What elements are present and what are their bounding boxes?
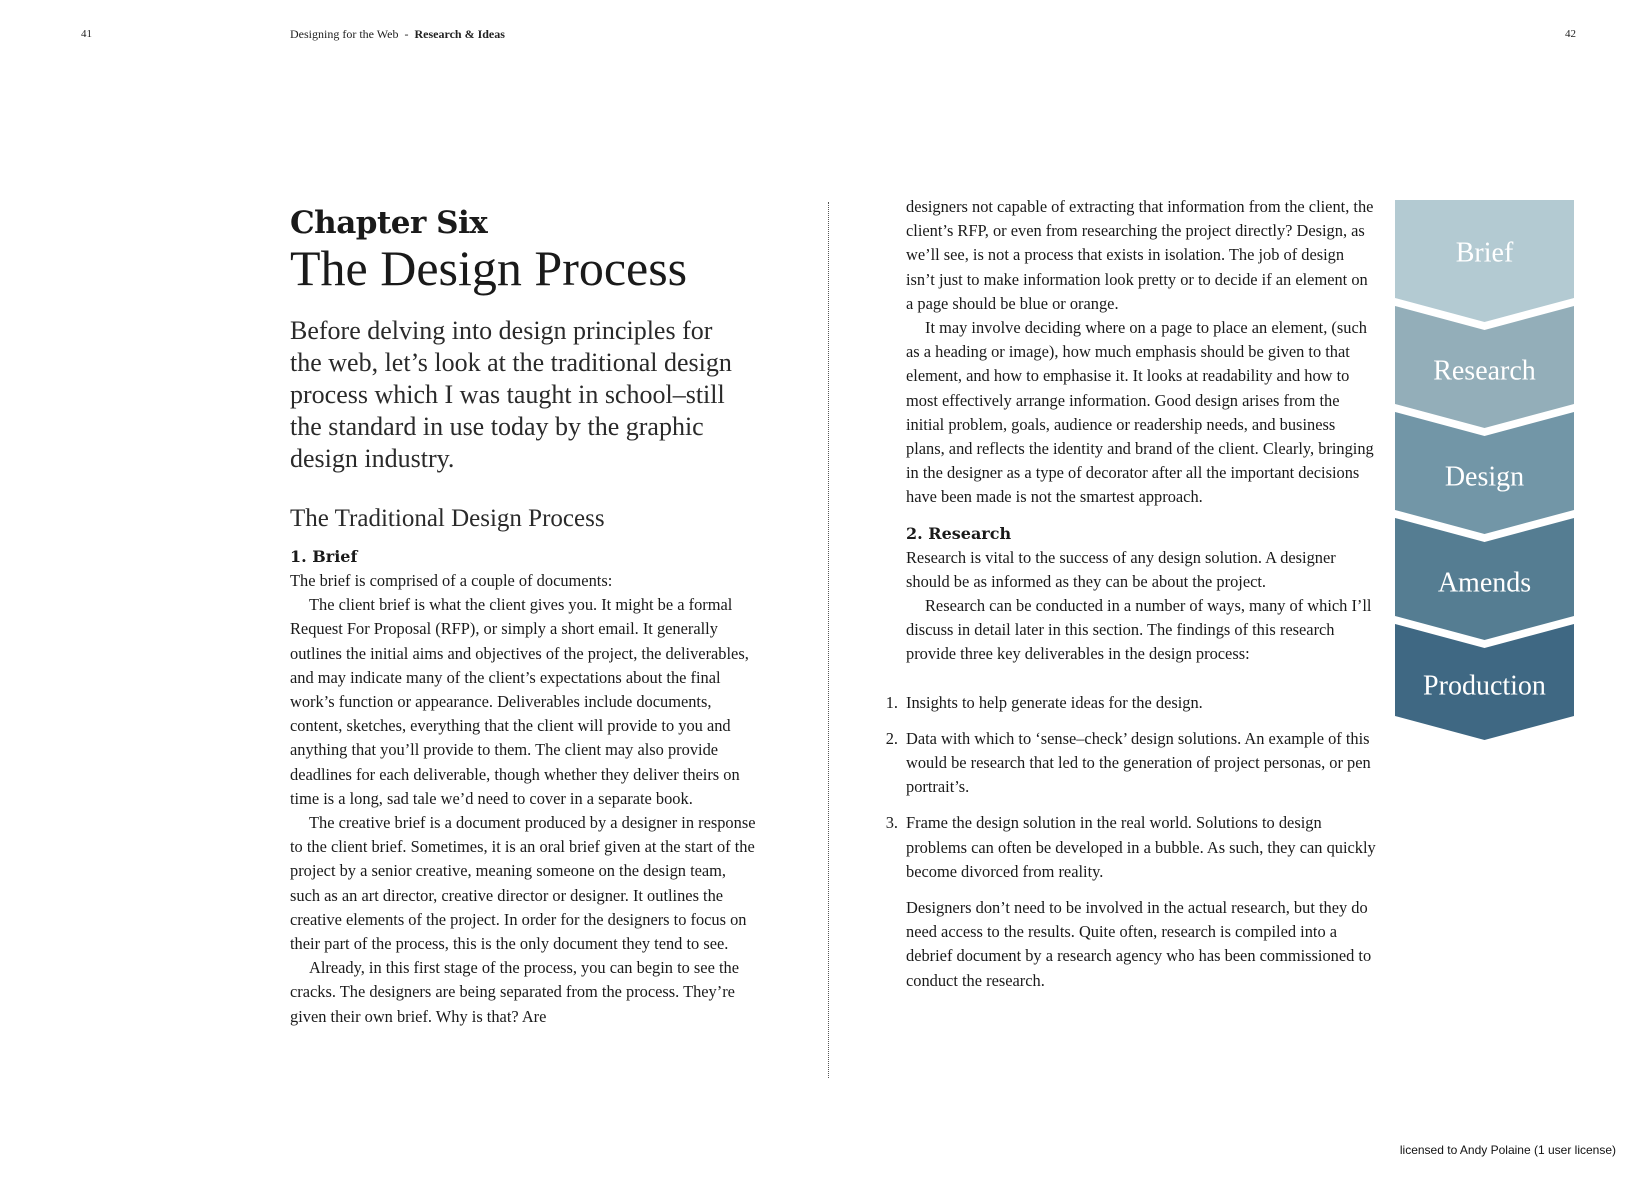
process-diagram: [1395, 200, 1574, 740]
body-paragraph: Research can be conducted in a number of ways, many of which I’ll discuss in detail later in this section. The findings of this research provide three key deliverables in the design process:: [906, 596, 1372, 664]
book-title: Designing for the Web: [290, 27, 399, 41]
continued-body: [906, 195, 1376, 510]
right-column: [885, 195, 1376, 993]
list-number: 1.: [885, 692, 898, 712]
chapter-title: The Design Process: [290, 240, 688, 296]
left-column: [290, 205, 760, 1029]
brief-heading: 1. Brief: [290, 547, 358, 566]
section-title: Research & Ideas: [414, 27, 505, 41]
list-number: 3.: [885, 813, 898, 833]
list-text: Insights to help generate ideas for the design.: [906, 692, 1203, 712]
process-chevrons: [1395, 200, 1574, 740]
process-stage-label: Brief: [1455, 237, 1514, 269]
body-paragraph: Designers don’t need to be involved in the actual research, but they do need access to the results. Quite often, research is compiled into a debrief document by a research agency who has been commissioned to conduct the research.: [906, 898, 1372, 990]
running-head-separator: -: [404, 27, 409, 41]
deliverables-list: [885, 691, 1376, 884]
chapter-label: Chapter Six: [290, 205, 488, 241]
list-number: 2.: [885, 728, 898, 748]
body-paragraph: Already, in this first stage of the process, you can begin to see the cracks. The designers are being separated from the process. They’re given their own brief. Why is that? Are: [290, 958, 739, 1026]
left-page-number: 41: [81, 28, 92, 40]
process-stage-label: Research: [1433, 355, 1536, 387]
body-paragraph: The creative brief is a document produced by a designer in response to the client brief. Sometimes, it is an oral brief given at the start of the project by a senior creative, meaning someone on the design team, such as an art director, creative director or designer. It outlines the creative elements of the project. In order for the designers to focus on their part of the process, this is the only document they tend to see.: [290, 813, 756, 954]
body-paragraph: It may involve deciding where on a page to place an element, (such as a heading or image), how much emphasis should be given to that element, and how to emphasise it. It looks at readability and how to most effectively arrange information. Good design arises from the initial problem, goals, audience or readership needs, and business plans, and reflects the identity and brand of the client. Clearly, bringing in the designer as a type of decorator after all the important decisions have been made is not the smartest approach.: [906, 318, 1374, 507]
research-heading: 2. Research: [906, 523, 1012, 543]
license-note: licensed to Andy Polaine (1 user license): [1399, 1143, 1616, 1157]
right-page-number: 42: [1565, 28, 1576, 40]
list-item: [885, 727, 1376, 800]
section-heading: The Traditional Design Process: [290, 505, 605, 532]
process-stage-label: Design: [1444, 461, 1525, 493]
process-stage-label: Production: [1423, 670, 1546, 702]
process-stage-label: Amends: [1437, 567, 1532, 599]
running-head: [290, 27, 505, 42]
list-item: [885, 811, 1376, 884]
list-item: [885, 691, 1376, 715]
list-text: Data with which to ‘sense–check’ design solutions. An example of this would be research that led to the generation of project personas, or pen portrait’s.: [906, 728, 1371, 797]
body-paragraph: Research is vital to the success of any design solution. A designer should be as informed as they can be about the project.: [906, 547, 1336, 591]
column-divider: [828, 202, 829, 1078]
body-paragraph: The client brief is what the client gives you. It might be a formal Request For Proposal (RFP), or simply a short email. It generally outlines the initial aims and objectives of the project, the deliverables, and may indicate many of the client’s expectations about the final work’s function or appearance. Deliverables include documents, content, sketches, everything that the client will provide to you and anything that you’ll provide to them. The client may also provide deadlines for each deliverable, though whether they deliver theirs on time is a long, sad tale we’d need to cover in a separate book.: [290, 595, 749, 808]
closing-body: [906, 896, 1376, 993]
intro-paragraph: Before delving into design principles for the web, let’s look at the traditional design process which I was taught in school–still the standard in use today by the graphic design industry.: [290, 316, 732, 473]
brief-body: [290, 569, 760, 1029]
body-paragraph: The brief is comprised of a couple of documents:: [290, 571, 613, 590]
body-paragraph: designers not capable of extracting that information from the client, the client’s RFP, or even from researching the project directly? Design, as we’ll see, is not a process that exists in isolation. The job of design isn’t just to make information look pretty or to decide if an element on a page should be blue or orange.: [906, 197, 1374, 313]
list-text: Frame the design solution in the real world. Solutions to design problems can often be developed in a bubble. As such, they can quickly become divorced from reality.: [906, 813, 1376, 881]
research-body: [906, 546, 1376, 667]
